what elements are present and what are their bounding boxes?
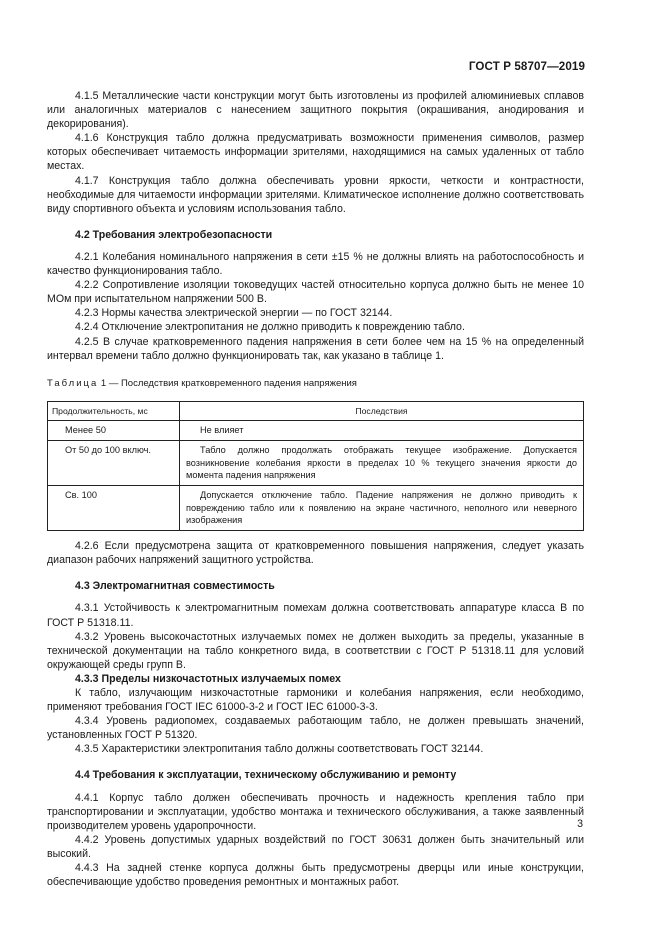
table-row: [48, 486, 584, 531]
table-cell-duration: От 50 до 100 включ.: [48, 441, 180, 486]
table-header-row: [48, 401, 584, 420]
table-row: [48, 441, 584, 486]
table-caption: [47, 377, 584, 391]
table-header-duration: Продолжительность, мс: [48, 401, 180, 420]
paragraph-4-3-3-body: К табло, излучающим низкочастотные гармоники и колебания напряжения, если необходимо, применяют требования ГОСТ IEC 61000-3-2 и ГОСТ IEC 61000-3-3.: [47, 687, 584, 714]
page-number: 3: [577, 818, 583, 830]
table-row: [48, 421, 584, 441]
paragraph-4-3-5: 4.3.5 Характеристики электропитания табло должны соответствовать ГОСТ 32144.: [75, 743, 484, 756]
paragraph-4-4-2: 4.4.2 Уровень допустимых ударных воздействий по ГОСТ 30631 должен быть значительный или высокий.: [47, 833, 584, 860]
paragraph-4-2-3: 4.2.3 Нормы качества электрической энергии — по ГОСТ 32144.: [75, 307, 393, 320]
document-body: [47, 89, 584, 889]
paragraph-4-2-1: 4.2.1 Колебания номинального напряжения в сети ±15 % не должны влиять на работоспособность и качество функционирования табло.: [47, 250, 584, 278]
paragraph-4-1-7: 4.1.7 Конструкция табло должна обеспечивать уровни яркости, четкости и контрастности, необходимые для читаемости информации зрителями. Климатическое исполнение должно соответствовать виду спортивного объекта и условиям использования табло.: [47, 174, 584, 215]
table-caption-text: 1 — Последствия кратковременного падения напряжения: [100, 377, 357, 389]
paragraph-4-1-5: 4.1.5 Металлические части конструкции могут быть изготовлены из профилей алюминиевых сплавов или аналогичных материалов с нанесением защитного покрытия (окрашивания, анодирования и декорирования).: [47, 90, 584, 131]
paragraph-4-1-6: 4.1.6 Конструкция табло должна предусматривать возможности применения символов, размер которых обеспечивает читаемость информации зрителями, находящимися на самых удаленных от табло местах.: [47, 132, 584, 173]
table-cell-consequence: [180, 441, 584, 486]
paragraph-4-2-6: 4.2.6 Если предусмотрена защита от кратковременного повышения напряжения, следует указать диапазон рабочих напряжений защитного устройства.: [47, 540, 584, 567]
table-cell-text: Допускается отключение табло. Падение напряжения не должно приводить к повреждению табло или к появлению на экране частичного, неполного или неверного изображения: [186, 490, 577, 525]
section-title-4-3: 4.3 Электромагнитная совместимость: [75, 580, 275, 593]
paragraph-4-3-2: 4.3.2 Уровень высокочастотных излучаемых помех не должен выходить за пределы, указанные в технической документации на табло конкретного вида, в соответствии с ГОСТ Р 51318.11 для условий окружающей среды групп В.: [47, 630, 584, 671]
paragraph-4-2-2: 4.2.2 Сопротивление изоляции токоведущих частей относительно корпуса должно быть не менее 10 МОм при испытательном напряжении 500 В.: [47, 279, 584, 306]
paragraph-4-2-5: 4.2.5 В случае кратковременного падения напряжения в сети более чем на 15 % на определенный интервал времени табло должно функционировать так, как указано в таблице 1.: [47, 335, 584, 362]
section-title-4-4: 4.4 Требования к эксплуатации, техническому обслуживанию и ремонту: [75, 769, 457, 782]
paragraph-4-4-1: 4.4.1 Корпус табло должен обеспечивать прочность и надежность крепления табло при транспортировании и эксплуатации, удобство монтажа и технического обслуживания, а также заявленный производителем уровень ударопрочности.: [47, 791, 584, 832]
paragraph-4-3-4: 4.3.4 Уровень радиопомех, создаваемых работающим табло, не должен превышать значений, установленных ГОСТ Р 51320.: [47, 715, 584, 742]
paragraph-4-4-3: 4.4.3 На задней стенке корпуса должны быть предусмотрены дверцы или иные конструкции, обеспечивающие удобство проведения ремонтных и монтажных работ.: [47, 862, 584, 889]
table-cell-text: Табло должно продолжать отображать текущее изображение. Допускается возникновение колебания яркости в пределах 10 % текущего значения яркости до момента падения напряжения: [186, 445, 577, 480]
table-caption-label: Таблица: [47, 377, 99, 389]
table-cell-consequence: [180, 486, 584, 531]
table-cell-duration: Св. 100: [48, 486, 180, 531]
table-cell-text: Не влияет: [200, 425, 244, 436]
paragraph-4-3-1: 4.3.1 Устойчивость к электромагнитным помехам должна соответствовать аппаратуре класса В по ГОСТ Р 51318.11.: [47, 602, 584, 629]
table-header-consequences: Последствия: [180, 401, 584, 420]
document-header: ГОСТ Р 58707—2019: [468, 60, 585, 73]
subsection-title-4-3-3: 4.3.3 Пределы низкочастотных излучаемых помех: [75, 672, 341, 685]
table-cell-consequence: [180, 421, 584, 441]
table-cell-duration: Менее 50: [48, 421, 180, 441]
voltage-drop-table: [47, 401, 584, 531]
paragraph-4-2-4: 4.2.4 Отключение электропитания не должно приводить к повреждению табло.: [75, 321, 465, 334]
section-title-4-2: 4.2 Требования электробезопасности: [75, 228, 273, 241]
